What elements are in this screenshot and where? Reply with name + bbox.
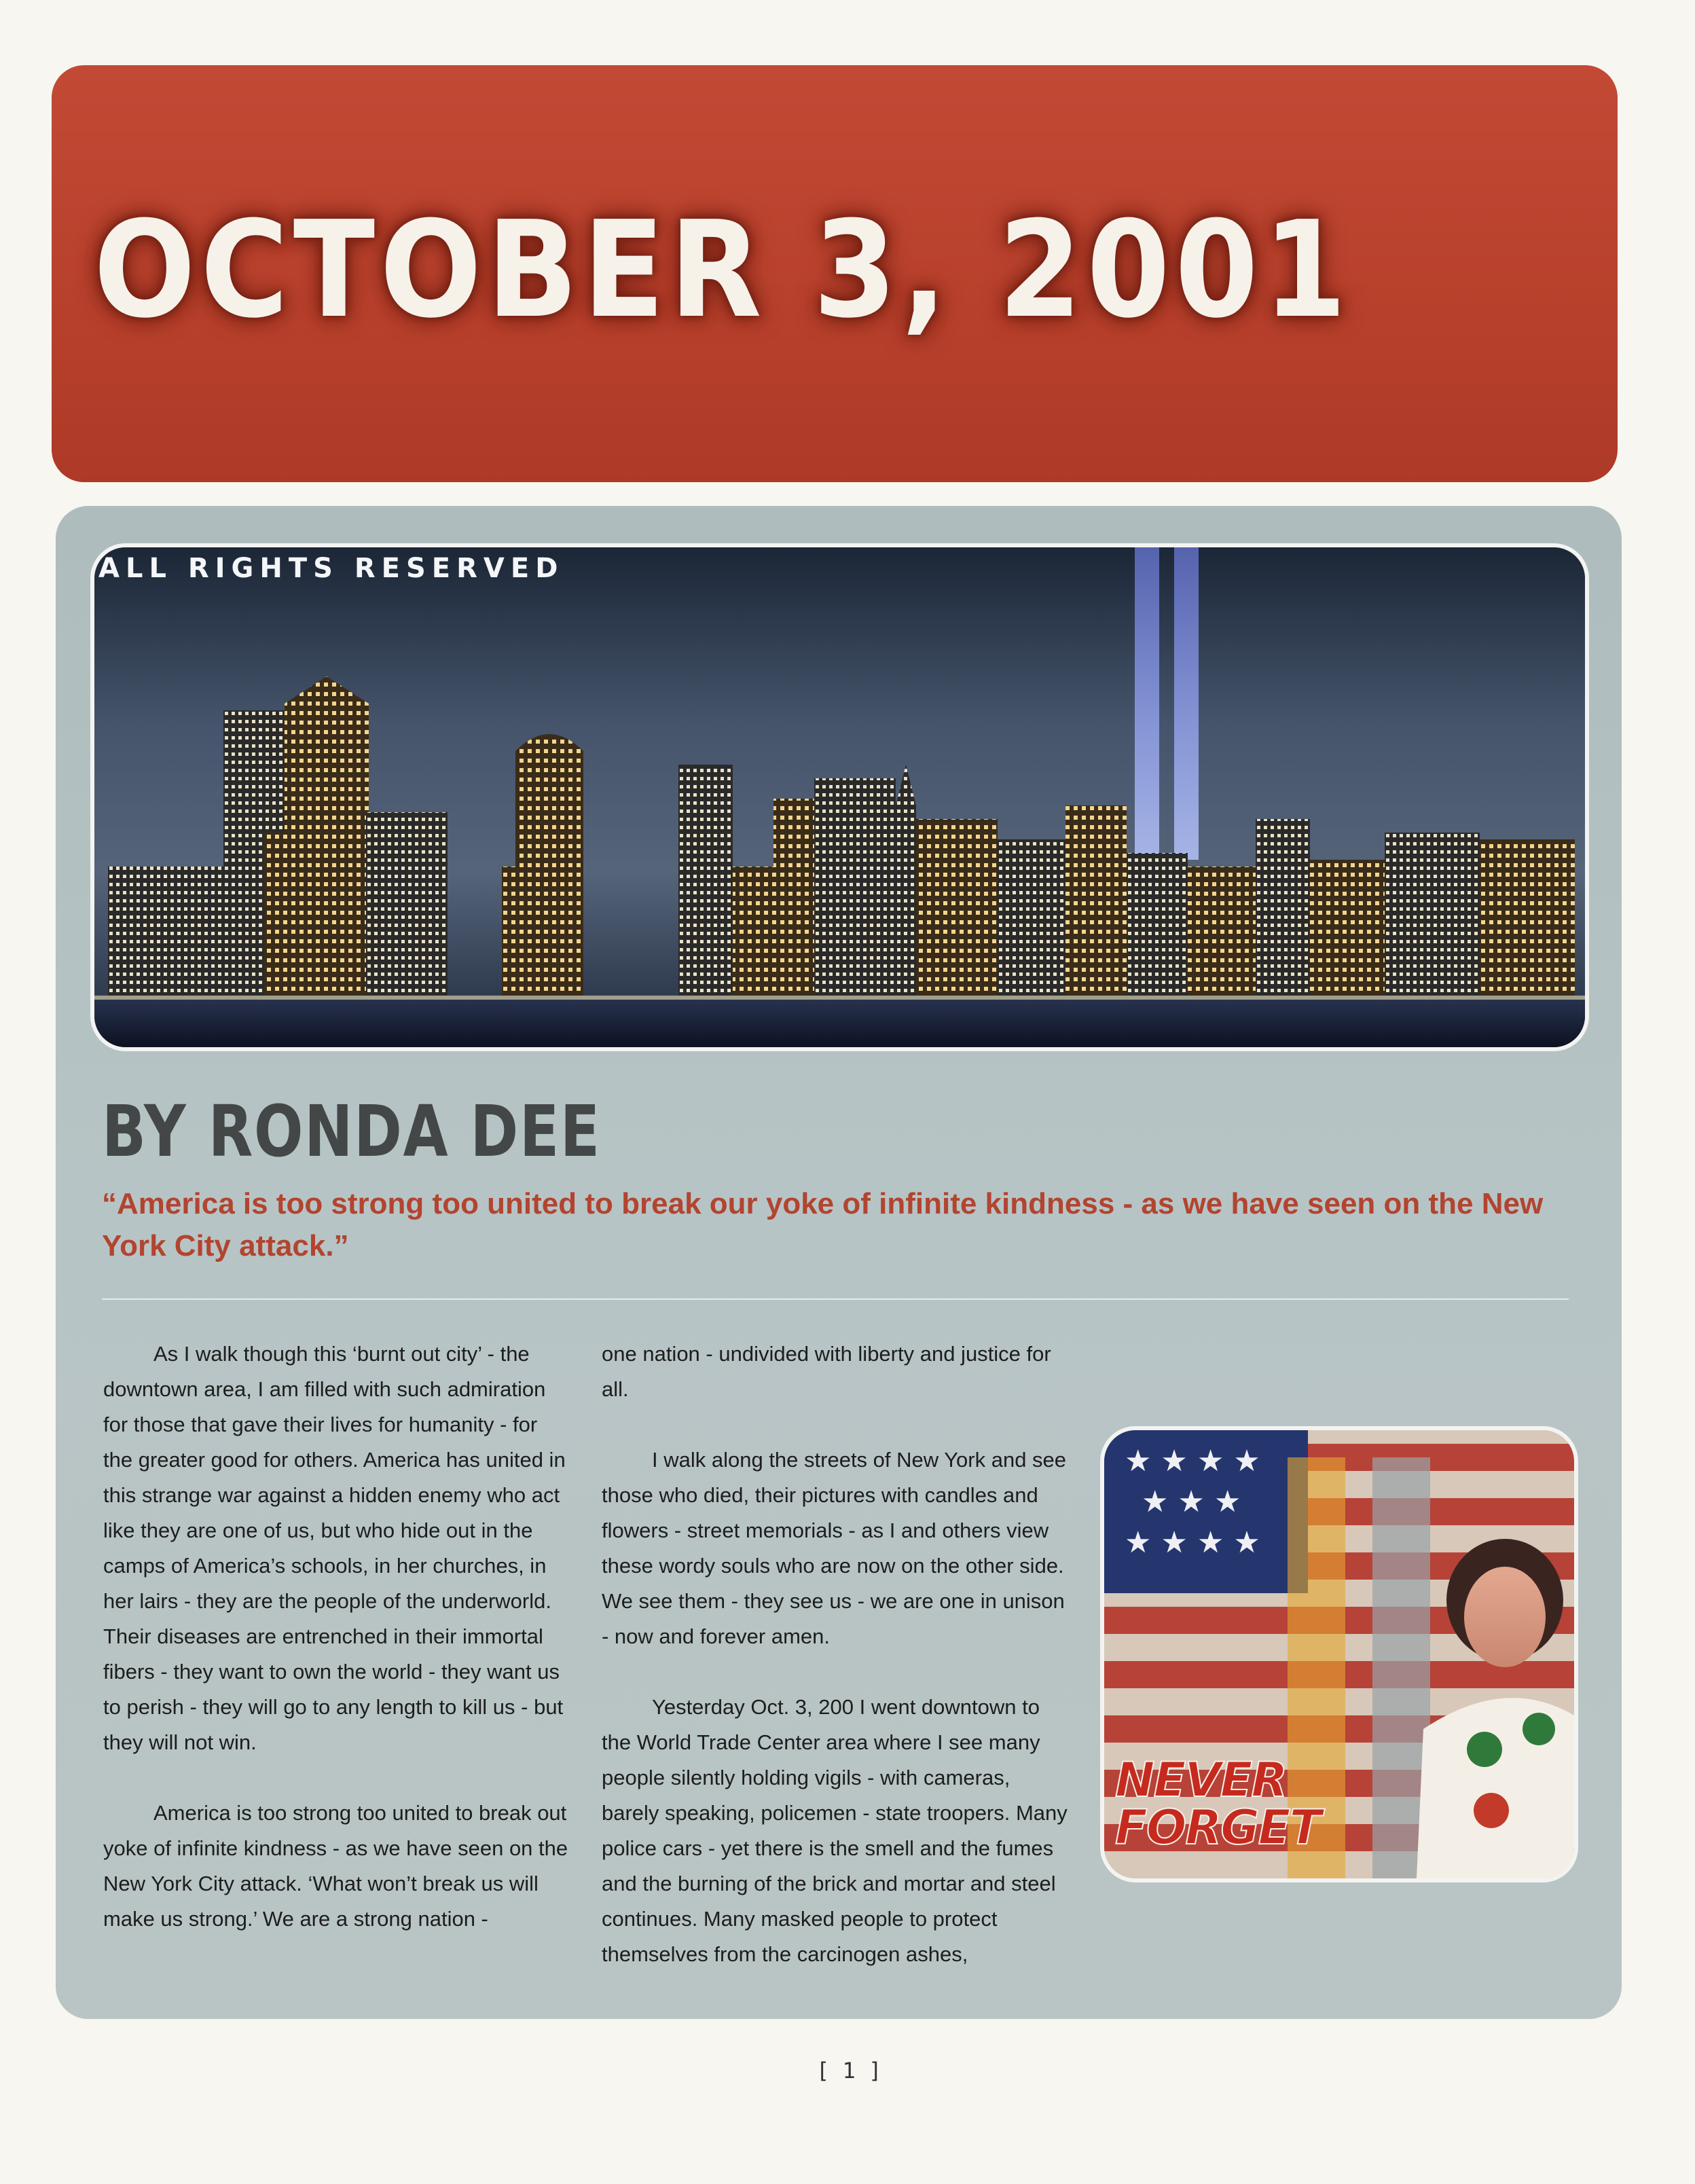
article-byline: BY RONDA DEE <box>102 1090 601 1173</box>
never-forget-line-1: NEVER <box>1115 1752 1287 1808</box>
copyright-notice: ALL RIGHTS RESERVED <box>98 553 564 584</box>
skyline-photo <box>90 543 1589 1051</box>
paragraph: one nation - undivided with liberty and justice for all. <box>602 1342 1051 1401</box>
article-column-middle <box>602 1336 1070 2007</box>
svg-text:★ ★ ★: ★ ★ ★ <box>1142 1485 1241 1519</box>
paragraph: I walk along the streets of New York and see those who died, their pictures with candles and flowers - street memorials - as I and others view these wordy souls who are now on the other side. We see them - they see us - we are one in unison - now and forever amen. <box>602 1448 1067 1648</box>
article-column-left <box>103 1336 572 1972</box>
paragraph: America is too strong too united to break out yoke of infinite kindness - as we have seen on the New York City attack. ‘What won’t break us will make us strong.’ We are a strong nation - <box>103 1801 568 1931</box>
page-number: [ 1 ] <box>816 2058 882 2083</box>
paragraph: Yesterday Oct. 3, 200 I went downtown to the World Trade Center area where I see many people silently holding vigils - with cameras, barely speaking, policemen - state troopers. Many police cars - yet there is the smell and the fumes and the burning of the brick and mortar and steel continues. Many masked people to protect themselves from the carcinogen ashes, <box>602 1695 1068 1966</box>
svg-text:★ ★ ★ ★: ★ ★ ★ ★ <box>1125 1444 1260 1478</box>
svg-text:★ ★ ★ ★: ★ ★ ★ ★ <box>1125 1525 1260 1560</box>
skyline-illustration <box>94 547 1585 1047</box>
page-title: OCTOBER 3, 2001 <box>94 193 1352 348</box>
never-forget-text <box>1115 1752 1321 1855</box>
pull-quote: “America is too strong too united to break our yoke of infinite kindness - as we have seen on the New York City attack.” <box>102 1187 1544 1262</box>
paragraph: As I walk though this ‘burnt out city’ - the downtown area, I am filled with such admiration for those that gave their lives for humanity - for the greater good for others. America has united in this strange war against a hidden enemy who act like they are one of us, but who hide out in the camps of America’s schools, in her churches, in her lairs - they are the people of the underworld. Their diseases are entrenched in their immortal fibers - they want to own the world - they want us to perish - they will go to any length to kill us - but they will not win. <box>103 1342 566 1754</box>
never-forget-photo <box>1100 1426 1578 1882</box>
section-divider <box>102 1298 1569 1300</box>
never-forget-line-2: FORGET <box>1115 1800 1321 1855</box>
